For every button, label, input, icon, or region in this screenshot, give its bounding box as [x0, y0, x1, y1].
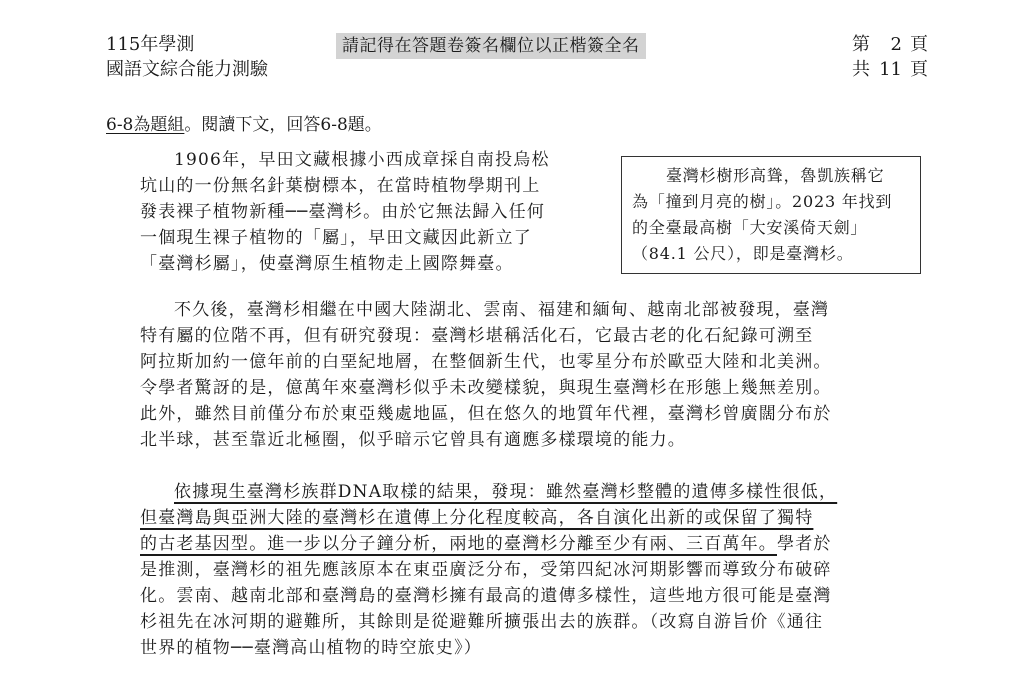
- sidebar-note-box: [621, 156, 921, 274]
- passage-line: 化。雲南、越南北部和臺灣島的臺灣杉擁有最高的遺傳多樣性，這些地方很可能是臺灣: [140, 586, 832, 606]
- passage-line: 不久後，臺灣杉相繼在中國大陸湖北、雲南、福建和緬甸、越南北部被發現，臺灣: [174, 300, 830, 320]
- passage-line: 一個現生裸子植物的「屬」，早田文藏因此新立了: [140, 228, 532, 248]
- question-group-instruction: 。閱讀下文，回答6-8題。: [184, 115, 382, 135]
- passage-line: 是推測，臺灣杉的祖先應該原本在東亞廣泛分布，受第四紀冰河期影響而導致分布破碎: [140, 560, 832, 580]
- underlined-key-sentence: 依據現生臺灣杉族群DNA取樣的結果，發現：雖然臺灣杉整體的遺傳多樣性很低，: [174, 482, 838, 502]
- total-prefix: 共: [852, 59, 870, 80]
- page-number: 2: [890, 34, 902, 55]
- total-pages-line: [852, 57, 928, 82]
- passage-line: 杉祖先在冰河期的避難所，其餘則是從避難所擴張出去的族群。（改寫自游旨价《通往: [140, 612, 824, 632]
- passage-line: 令學者驚訝的是，億萬年來臺灣杉似乎未改變樣貌，與現生臺灣杉在形態上幾無差別。: [140, 378, 832, 398]
- passage-line: 坑山的一份無名針葉樹標本，在當時植物學期刊上: [140, 176, 541, 196]
- underlined-key-sentence: 的古老基因型。進一步以分子鐘分析，兩地的臺灣杉分離至少有兩、三百萬年。: [140, 534, 777, 554]
- passage-paragraph-3: [140, 479, 837, 661]
- question-group-label: 6-8為題組: [106, 115, 185, 135]
- sidebar-line: 的全臺最高樹「大安溪倚天劍」: [632, 218, 868, 237]
- sidebar-line: （84.1 公尺），即是臺灣杉。: [632, 244, 854, 263]
- sidebar-line: 臺灣杉樹形高聳，魯凱族稱它: [666, 166, 885, 185]
- passage-text: 學者於: [777, 534, 832, 554]
- total-pages: 11: [879, 59, 902, 80]
- page-prefix: 第: [852, 34, 870, 55]
- exam-header: [106, 32, 268, 82]
- passage-line: 此外，雖然目前僅分布於東亞幾處地區，但在悠久的地質年代裡，臺灣杉曾廣闊分布於: [140, 404, 832, 424]
- passage-line: [140, 505, 837, 531]
- exam-name: 國語文綜合能力測驗: [106, 59, 268, 80]
- passage-line: 世界的植物──臺灣高山植物的時空旅史》）: [140, 638, 482, 658]
- page-info: [852, 32, 928, 82]
- passage-line: 發表裸子植物新種──臺灣杉。由於它無法歸入任何: [140, 202, 546, 222]
- total-suffix: 頁: [910, 59, 928, 80]
- passage-paragraph-2: [140, 297, 832, 453]
- passage-line: 特有屬的位階不再，但有研究發現：臺灣杉堪稱活化石，它最古老的化石紀錄可溯至: [140, 326, 814, 346]
- page-suffix: 頁: [910, 34, 928, 55]
- passage-line: [140, 479, 837, 505]
- question-group-intro: [106, 113, 382, 137]
- sidebar-line: 為「撞到月亮的樹」。2023 年找到: [632, 192, 893, 211]
- page-number-line: [852, 32, 928, 57]
- signature-reminder-banner: 請記得在答題卷簽名欄位以正楷簽全名: [336, 33, 646, 59]
- underlined-key-sentence: 但臺灣島與亞洲大陸的臺灣杉在遺傳上分化程度較高，各自演化出新的或保留了獨特: [140, 508, 814, 528]
- exam-year: 115年學測: [106, 34, 195, 55]
- passage-line: [140, 531, 837, 557]
- passage-line: 阿拉斯加約一億年前的白堊紀地層，在整個新生代，也零星分布於歐亞大陸和北美洲。: [140, 352, 832, 372]
- passage-line: 「臺灣杉屬」，使臺灣原生植物走上國際舞臺。: [140, 254, 514, 274]
- passage-line: 北半球，甚至靠近北極圈，似乎暗示它曾具有適應多樣環境的能力。: [140, 430, 686, 450]
- passage-line: 1906年，早田文藏根據小西成章採自南投烏松: [174, 150, 550, 170]
- passage-paragraph-1: [140, 147, 550, 277]
